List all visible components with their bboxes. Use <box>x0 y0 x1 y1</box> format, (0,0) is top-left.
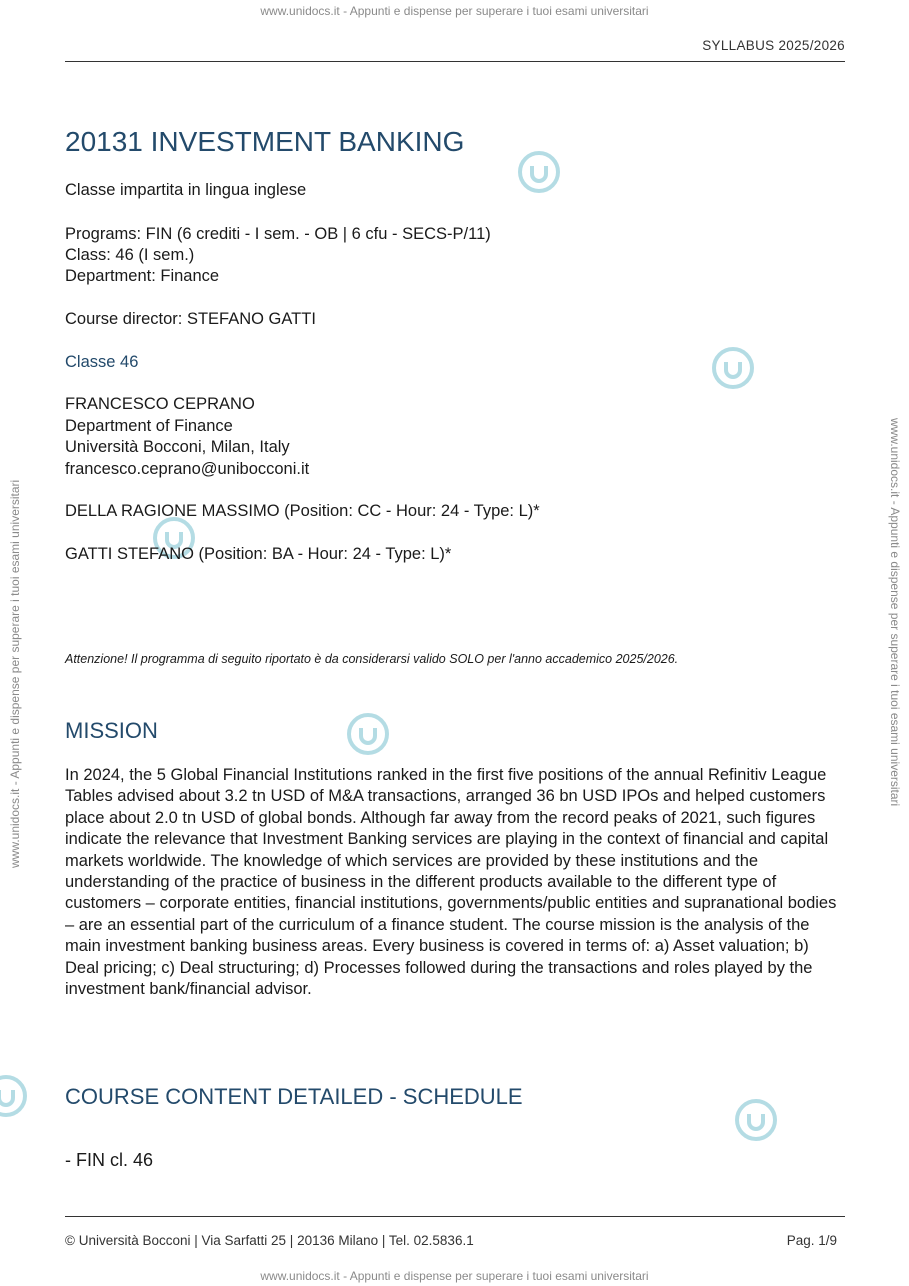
staff-member-1: DELLA RAGIONE MASSIMO (Position: CC - Hour: 24 - Type: L)* <box>65 502 540 520</box>
unidocs-logo-icon <box>346 712 390 756</box>
syllabus-year: SYLLABUS 2025/2026 <box>702 38 845 53</box>
instructor-email: francesco.ceprano@unibocconi.it <box>65 460 310 478</box>
class-heading: Classe 46 <box>65 353 139 371</box>
mission-heading: MISSION <box>65 718 158 743</box>
watermark-bottom: www.unidocs.it - Appunti e dispense per superare i tuoi esami universitari <box>260 1269 649 1283</box>
instructor-name: FRANCESCO CEPRANO <box>65 395 255 413</box>
course-department: Department: Finance <box>65 267 220 285</box>
mission-text: In 2024, the 5 Global Financial Institutions ranked in the first five positions of the annual Refinitiv League Tables advised about 3.2 tn USD of M&A transactions, arranged 36 bn USD IPOs and helped customers place about 2.0 tn USD of global bonds. Although far away from the record peaks of 2021, such figures indicate the relevance that Investment Banking services are playing in the context of financial and capital markets worldwide. The knowledge of which services are provided by these institutions and the understanding of the practice of business in the different products available to the different type of customers – corporate entities, financial institutions, governments/public entities and supranational bodies – are an essential part of the curriculum of a finance student. The course mission is the analysis of the main investment banking business areas. Every business is covered in terms of: a) Asset valuation; b) Deal pricing; c) Deal structuring; d) Processes followed during the transactions and roles played by the investment bank/financial advisor. <box>65 766 837 999</box>
course-language: Classe impartita in lingua inglese <box>65 181 307 199</box>
unidocs-logo-icon <box>0 1074 28 1118</box>
instructor-university: Università Bocconi, Milan, Italy <box>65 438 290 456</box>
schedule-item: - FIN cl. 46 <box>65 1150 154 1170</box>
instructor-department: Department of Finance <box>65 417 233 435</box>
staff-member-2: GATTI STEFANO (Position: BA - Hour: 24 - Type: L)* <box>65 545 452 563</box>
page-number: Pag. 1/9 <box>786 1233 837 1248</box>
watermark-top: www.unidocs.it - Appunti e dispense per superare i tuoi esami universitari <box>260 4 649 18</box>
unidocs-logo-icon <box>517 150 561 194</box>
course-class: Class: 46 (I sem.) <box>65 246 195 264</box>
footer-address: © Università Bocconi | Via Sarfatti 25 | 20136 Milano | Tel. 02.5836.1 <box>65 1233 474 1248</box>
validity-notice: Attenzione! Il programma di seguito riportato è da considerarsi valido SOLO per l'anno accademico 2025/2026. <box>65 652 679 666</box>
schedule-heading: COURSE CONTENT DETAILED - SCHEDULE <box>65 1084 523 1109</box>
header-rule <box>65 61 845 62</box>
watermark-right: www.unidocs.it - Appunti e dispense per superare i tuoi esami universitari <box>888 418 902 807</box>
course-title: 20131 INVESTMENT BANKING <box>65 126 465 157</box>
course-programs: Programs: FIN (6 crediti - I sem. - OB | 6 cfu - SECS-P/11) <box>65 225 491 243</box>
footer-rule <box>65 1216 845 1217</box>
unidocs-logo-icon <box>734 1098 778 1142</box>
course-director: Course director: STEFANO GATTI <box>65 310 316 328</box>
unidocs-logo-icon <box>711 346 755 390</box>
watermark-left: www.unidocs.it - Appunti e dispense per superare i tuoi esami universitari <box>8 479 22 868</box>
